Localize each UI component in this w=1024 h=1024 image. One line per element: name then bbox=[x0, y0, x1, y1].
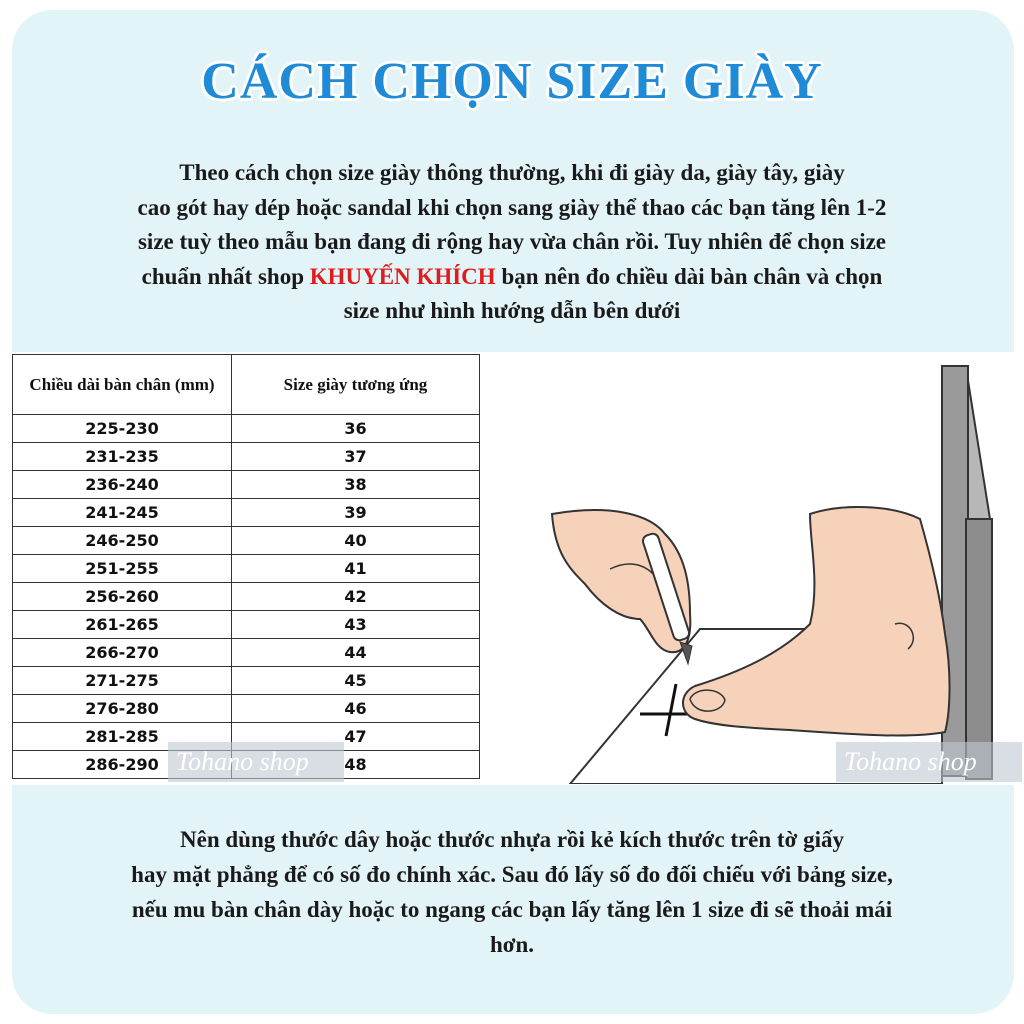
foot-length-cell: 286-290 bbox=[13, 751, 232, 779]
table-row bbox=[13, 415, 480, 443]
column-header-shoe-size: Size giày tương ứng bbox=[232, 355, 480, 415]
foot-length-cell: 281-285 bbox=[13, 723, 232, 751]
foot-length-cell: 266-270 bbox=[13, 639, 232, 667]
foot-length-cell: 231-235 bbox=[13, 443, 232, 471]
outro-line-1: Nên dùng thước dây hoặc thước nhựa rồi kẻ kích thước trên tờ giấy bbox=[180, 827, 844, 852]
shoe-size-cell: 37 bbox=[232, 443, 480, 471]
foot-length-cell: 271-275 bbox=[13, 667, 232, 695]
intro-line-2: cao gót hay dép hoặc sandal khi chọn sang giày thể thao các bạn tăng lên 1-2 bbox=[137, 194, 887, 220]
table-row bbox=[13, 499, 480, 527]
intro-line-4-end: bạn nên đo chiều dài bàn chân và chọn bbox=[495, 263, 883, 289]
foot-length-cell: 261-265 bbox=[13, 611, 232, 639]
table-row bbox=[13, 471, 480, 499]
shoe-size-cell: 41 bbox=[232, 555, 480, 583]
intro-line-3: size tuỳ theo mẫu bạn đang đi rộng hay vừa chân rồi. Tuy nhiên để chọn size bbox=[137, 229, 887, 254]
foot-length-cell: 225-230 bbox=[13, 415, 232, 443]
intro-line-5: size như hình hướng dẫn bên dưới bbox=[343, 298, 681, 323]
shoe-size-cell: 42 bbox=[232, 583, 480, 611]
watermark-right: Tohano shop bbox=[836, 742, 1022, 782]
outro-paragraph bbox=[30, 822, 994, 962]
table-row bbox=[13, 527, 480, 555]
table-row bbox=[13, 695, 480, 723]
intro-line-4-start: chuẩn nhất shop bbox=[141, 263, 310, 289]
shoe-size-cell: 46 bbox=[232, 695, 480, 723]
foot-length-cell: 256-260 bbox=[13, 583, 232, 611]
table-row bbox=[13, 611, 480, 639]
table-row bbox=[13, 555, 480, 583]
outro-line-2: hay mặt phẳng để có số đo chính xác. Sau đó lấy số đo đối chiếu với bảng size, bbox=[131, 862, 893, 887]
intro-line-4 bbox=[40, 260, 984, 295]
highlight-recommend: KHUYẾN KHÍCH bbox=[309, 263, 496, 289]
table-row bbox=[13, 443, 480, 471]
table-header-row bbox=[13, 355, 480, 415]
foot-length-cell: 236-240 bbox=[13, 471, 232, 499]
shoe-size-cell: 40 bbox=[232, 527, 480, 555]
shoe-size-cell: 48 bbox=[232, 751, 480, 779]
page-title: CÁCH CHỌN SIZE GIÀY bbox=[201, 53, 823, 110]
table-row bbox=[13, 583, 480, 611]
foot-length-cell: 251-255 bbox=[13, 555, 232, 583]
shoe-size-cell: 39 bbox=[232, 499, 480, 527]
foot-length-cell: 246-250 bbox=[13, 527, 232, 555]
outro-line-4: hơn. bbox=[489, 932, 535, 957]
foot-measuring-illustration bbox=[490, 354, 1014, 784]
table-row bbox=[13, 639, 480, 667]
shoe-size-cell: 38 bbox=[232, 471, 480, 499]
shoe-size-cell: 44 bbox=[232, 639, 480, 667]
watermark-left: Tohano shop bbox=[168, 742, 344, 782]
wall-board-front bbox=[966, 519, 992, 779]
column-header-foot-length: Chiều dài bàn chân (mm) bbox=[13, 355, 232, 415]
shoe-size-cell: 45 bbox=[232, 667, 480, 695]
shoe-size-cell: 43 bbox=[232, 611, 480, 639]
foot-length-cell: 241-245 bbox=[13, 499, 232, 527]
intro-line-1: Theo cách chọn size giày thông thường, khi đi giày da, giày tây, giày bbox=[179, 160, 845, 185]
size-table bbox=[12, 354, 480, 779]
shoe-size-cell: 47 bbox=[232, 723, 480, 751]
foot-length-cell: 276-280 bbox=[13, 695, 232, 723]
intro-paragraph bbox=[40, 156, 984, 329]
table-row bbox=[13, 667, 480, 695]
outro-line-3: nếu mu bàn chân dày hoặc to ngang các bạn lấy tăng lên 1 size đi sẽ thoải mái bbox=[131, 897, 893, 922]
shoe-size-cell: 36 bbox=[232, 415, 480, 443]
